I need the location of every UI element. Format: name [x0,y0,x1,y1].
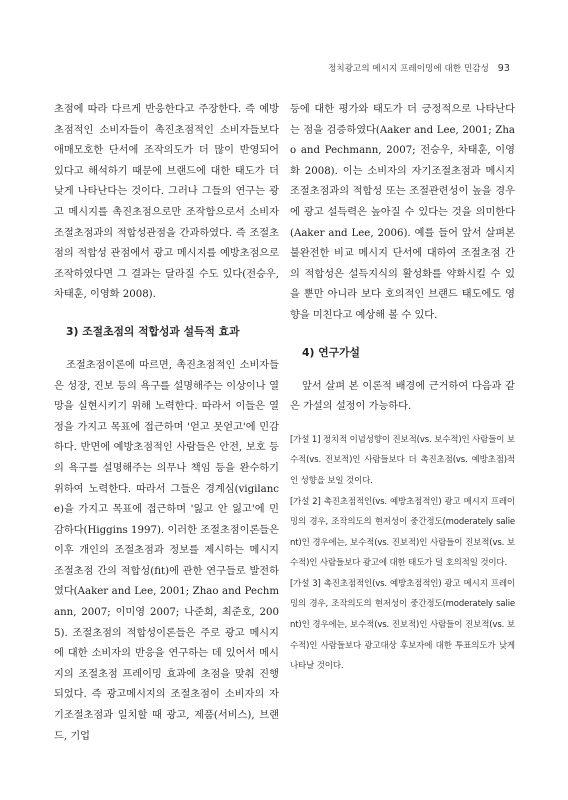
right-column [290,100,515,677]
running-title: 정치광고의 메시지 프레이밍에 대한 민감성 [328,64,489,74]
running-header [328,62,510,74]
hypotheses-list [290,430,515,677]
page-number: 93 [497,63,510,74]
hypothesis-3: [가설 3] 촉진초점적인(vs. 예방초점적인) 광고 메시지 프레이밍의 경우, 조작의도의 현저성이 중간정도(moderately salient)인 경우에는, 보수적(vs. 진보적)인 사람들이 진보적(vs. 보수적)인 사람들보다 광고대상 후보자에 대한 투표의도가 낮게 나타날 것이다. [290,578,515,672]
hypothesis-1: [가설 1] 정치적 이념성향이 진보적(vs. 보수적)인 사람들이 보수적(vs. 진보적)인 사람들보다 더 촉진초점(vs. 예방초점)적인 성향을 보일 것이다. [290,434,515,486]
left-paragraph-2: 조절초점이론에 따르면, 촉진초점적인 소비자들은 성장, 진보 등의 욕구를 설명해주는 이상이나 열망을 실현시키기 위해 노력한다. 따라서 이들은 열정을 가지고 목표에 접근하며 '얻고 못얻고'에 민감하다. 반면에 예방초점적인 사람들은 안전, 보호 등의 욕구를 설명해주는 의무나 책임 등을 완수하기 위하여 노력한다. 따라서 그들은 경계심(vigilance)을 가지고 목표에 접근하며 '잃고 안 잃고'에 민감하다(Higgins 1997). 이러한 조절초점이론들은 이후 개인의 조절초점과 정보를 제시하는 메시지 조절초점 간의 적합성(fit)에 관한 연구들로 발전하였다(Aaker and Lee, 2001; Zhao and Pechmann, 2007; 이미영 2007; 나준희, 최준호, 2005). 조절초점의 적합성이론들은 주로 광고 메시지에 대한 소비자의 반응을 연구하는 데 있어서 메시지의 조절초점 프레이밍 효과에 초점을 맞춰 진행되었다. 즉 광고메시지의 조절초점이 소비자의 자기조절초점과 일치할 때 광고, 제품(서비스), 브랜드, 기업 [54,359,279,742]
left-paragraph-1: 초점에 따라 다르게 반응한다고 주장한다. 즉 예방초점적인 소비자들이 촉진초점적인 소비자들보다 애매모호한 단서에 조작의도가 더 많이 반영되어 있다고 해석하기 때문에 브랜드에 대한 태도가 더 낮게 나타난다는 것이다. 그러나 그들의 연구는 광고 메시지를 촉진초점으로만 조작함으로서 소비자 조절초점과의 적합성관점을 간과하였다. 즉 조절초점의 적합성 관점에서 광고 메시지를 예방초점으로 조작하였다면 그 결과는 달라질 수도 있다(전승우, 차태훈, 이영화 2008). [54,104,279,301]
left-column [54,100,279,747]
hypothesis-2: [가설 2] 촉진초점적인(vs. 예방초점적인) 광고 메시지 프레이밍의 경우, 조작의도의 현저성이 중간정도(moderately salient)인 경우에는, 보수적(vs. 진보적)인 사람들이 진보적(vs. 보수적)인 사람들보다 광고에 대한 태도가 덜 호의적일 것이다. [290,496,515,569]
right-paragraph-2: 앞서 살펴 본 이론적 배경에 근거하여 다음과 같은 가설의 설정이 가능하다. [290,380,515,413]
section-heading-4: 4) 연구가설 [302,345,360,359]
right-paragraph-1: 등에 대한 평가와 태도가 더 긍정적으로 나타난다는 점을 검증하였다(Aaker and Lee, 2001; Zhao and Pechmann, 2007; 전승우, 차태훈, 이영화 2008). 이는 소비자의 자기조절초점과 메시지 조절초점과의 적합성 또는 조절관련성이 높을 경우에 광고 설득력은 높아질 수 있다는 것을 의미한다(Aaker and Lee, 2006). 예를 들어 앞서 살펴본 불완전한 비교 메시지 단서에 대하여 조절초점 간의 적합성은 설득지식의 활성화를 약화시킬 수 있을 뿐만 아니라 보다 호의적인 브랜드 태도에도 영향을 미친다고 예상해 볼 수 있다. [290,104,515,321]
section-heading-3: 3) 조절초점의 적합성과 설득적 효과 [66,324,240,338]
